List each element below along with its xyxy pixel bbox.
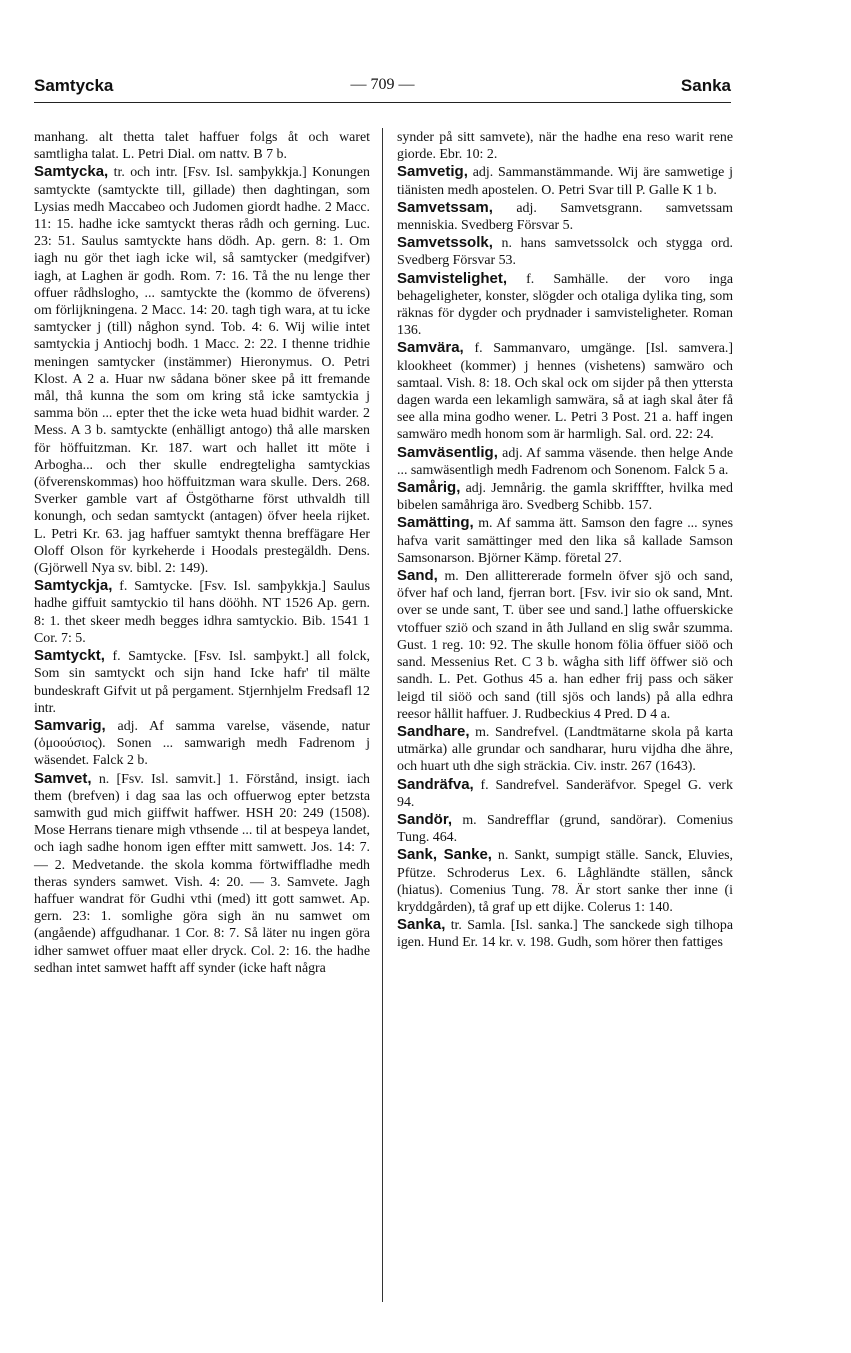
- entry-headword: Samväsentlig,: [397, 443, 498, 461]
- dictionary-entry: [34, 577, 370, 647]
- dictionary-entry: [397, 128, 733, 163]
- dictionary-entry: [397, 479, 733, 514]
- dictionary-entry: [397, 846, 733, 916]
- column-divider: [382, 128, 383, 1302]
- entry-body: m. Den allittererade formeln öfver sjö och sand, öfver haf och land, fjerran bort. [Fsv. ivir sio ok sand, Mnt. over se unde sant, T. über see und sand.] lathe offuerskicke vtoffuer sziö och szand in åth Julland en slig swår szumma. Gust. 1 reg. 10: 92. The skulle honom fölia öffuer siöö och sand. Messenius Ret. C 3 b. wågha sith liff öffwer siö och sandh. L. Pet. Gothus 45 a. han edher frij pass och säker leigd til siöö och sand (till sjös och lands) på alla edhra reesor hållit haffuer. J. Rudbeckius 4 Pred. D 4 a.: [397, 569, 733, 722]
- entry-headword: Samårig,: [397, 479, 461, 497]
- dictionary-entry: [397, 163, 733, 198]
- entry-headword: Samvarig,: [34, 716, 106, 734]
- entry-body: f. Sammanvaro, umgänge. [Isl. samvera.] klookheet (kommer) j hennes (vishetens) samwäro och samtaal. Vish. 8: 18. Och skal ock om sijder på then yttersta dagen warda een lekamligh samwära, så at iagh skal åter få see alla mina godho wener. L. Petri 3 Post. 21 a. haff ingen samwäro medh honom som är harmligh. Sal. ord. 22: 24.: [397, 341, 733, 443]
- dictionary-entry: [397, 916, 733, 951]
- dictionary-entry: [34, 647, 370, 717]
- header-rule: [34, 102, 731, 103]
- dictionary-entry: [397, 567, 733, 723]
- entry-body: tr. och intr. [Fsv. Isl. samþykkja.] Konungen samtyckte (samtyckte till, gillade) then daghtingan, som Lysias medh Maccabeo och Judomen giordt hadhe. 2 Macc. 11: 15. hadhe icke samtyckt theras rådh och gerning. Luc. 23: 51. Saulus samtyckte hans dödh. Ap. gern. 8: 1. Om iagh nu gör thet iagh icke wil, så samtycker (medgifver) iagh, at Laghen är godh. Rom. 7: 16. Tå the nu lenge ther offuer rådhslogho, ... samtyckte the (kommo de öfverens) om förlijkningena. 2 Macc. 14: 20. tagh tigh wara, at tu icke samtycker j (till) någhon synd. Tob. 4: 6. Wij wilie intet samtyckia j Antiochj bodh. 1 Macc. 2: 22. I thenne tridhie meningen samtycker (instämmer) Hieronymus. O. Petri Klost. A 2 a. Huar nw sådana böner skee på itt fremande mål, thå kunna the som om kring stå icke samtyckia j samma bön ... epter thet the icke weta huad bidhit warder. 2 Mess. A 3 b. samtyckte (enhälligt antogo) thå alle marsken för höffuitzman. Kr. 187. wart och hallet itt möte i Arbogha... och ther skulle endregteligha samtyckias (öfverenskommas) hoo höffuitzman wara skulle. Ders. 268. Sverker gamble vart af Östgötharne först uthvaldh till konungh, och sedan samtyckt (antagen) öfver heela rijket. L. Petri Kr. 63. jag haffuer samtykt thenna breffägare Her Oloff Olson för kyrkeherde i Hoodals prestegäldh. Dens. (Gjörwell Nya sv. bibl. 2: 149).: [34, 165, 370, 577]
- right-column: [397, 128, 733, 952]
- entry-body: m. Af samma ätt. Samson den fagre ... synes hafva varit samättinger med den lika så kallade Samson Samsonarson. Björner Kämp. företal 27.: [397, 516, 733, 566]
- page-header: [34, 76, 731, 100]
- dictionary-entry: [397, 234, 733, 269]
- dictionary-entry: [397, 270, 733, 340]
- entry-body: m. Sandrefflar (grund, sandörar). Comenius Tung. 464.: [397, 812, 733, 846]
- entry-headword: Sank, Sanke,: [397, 846, 492, 864]
- entry-body: f. Samtycke. [Fsv. Isl. samþykkja.] Saulus hadhe giffuit samtyckio til hans dööhh. NT 1526 Ap. gern. 8: 1. thet skeer medh begges idhra samtyckio. Bib. 1541 1 Cor. 7: 5.: [34, 579, 370, 646]
- entry-headword: Samvet,: [34, 769, 92, 787]
- dictionary-entry: [34, 770, 370, 977]
- entry-body: f. Samtycke. [Fsv. Isl. samþykt.] all folck, Som sin samtyckt och sijn hand Icke hafr' til mälte bundeskraft Gifvit ut på pergament. Stjernhjelm Fredsafl 12 intr.: [34, 649, 370, 716]
- entry-headword: Samvistelighet,: [397, 269, 508, 287]
- dictionary-entry: [397, 811, 733, 846]
- dictionary-entry: [34, 163, 370, 577]
- dictionary-entry: [397, 776, 733, 811]
- entry-headword: Samtyckt,: [34, 647, 105, 665]
- entry-body: m. Sandrefvel. (Landtmätarne skola på karta utmärka) alle grundar och sandharar, huru vijdha dhe ähre, och huart uth dhe sigh sträckia. Civ. instr. 267 (1643).: [397, 724, 733, 775]
- entry-body: adj. Sammanstämmande. Wij äre samwetige j tiänisten medh apostelen. O. Petri Svar till P. Galle K 1 b.: [397, 165, 733, 198]
- entry-body: synder på sitt samvete), när the hadhe ena reso warit rene giorde. Ebr. 10: 2.: [397, 130, 733, 163]
- dictionary-entry: [397, 199, 733, 234]
- entry-body: manhang. alt thetta talet haffuer folgs åt och waret samtligha talat. L. Petri Dial. om nattv. B 7 b.: [34, 130, 370, 163]
- entry-headword: Samvetig,: [397, 163, 468, 181]
- entry-headword: Sanka,: [397, 916, 446, 934]
- entry-body: adj. Af samma väsende. then helge Ande ... samwäsentligh medh Fadrenom och Sonenom. Falck 5 a.: [397, 445, 733, 478]
- entry-body: adj. Af samma varelse, väsende, natur (ὁμοούσιος). Sonen ... samwarigh medh Fadrenom j wäsendet. Falck 2 b.: [34, 718, 370, 769]
- entry-body: n. Sankt, sumpigt ställe. Sanck, Eluvies, Pfütze. Schroderus Lex. 6. Låghländte ställen, sånck (hiatus). Comenius Tung. 78. Är stort sanke ther inne (i kryddgården), tå graf up ett dijke. Colerus 1: 140.: [397, 848, 733, 915]
- dictionary-entry: [397, 444, 733, 479]
- entry-headword: Sandör,: [397, 810, 453, 828]
- entry-headword: Sandräfva,: [397, 775, 474, 793]
- dictionary-entry: [34, 128, 370, 163]
- entry-headword: Samvetssam,: [397, 198, 493, 216]
- page-number: — 709 —: [350, 76, 415, 93]
- left-column: [34, 128, 370, 977]
- entry-body: adj. Samvetsgrann. samvetssam menniskia. Svedberg Försvar 5.: [397, 200, 733, 234]
- header-right-guide-word: Sanka: [680, 76, 731, 95]
- entry-body: n. [Fsv. Isl. samvit.] 1. Förstånd, insigt. iach them (brefven) i dag saa las och offuerwog epter betzsta samwith gud mich giiffwit haffwer. HSH 20: 249 (1508). Mose Herrans tienare migh vthsende ... til at bespeya landet, och iagh sadhe honom igen effter mitt samwett. Jos. 14: 7. — 2. Medvetande. the skola komma förtwiffladhe medh theras synders samwet. Vish. 4: 20. — 3. Samvete. Jagh haffuer wandrat för Gudhi vthi (med) itt gott samwet. Ap. gern. 23: 1. somlighe göra sigh än nu samwet om (angående) affgudhanar. 1 Cor. 8: 7. Så läter nu ingen göra idher samwet offuer maat eller dryck. Col. 2: 16. the hadhe sedhan intet samwet hafft aff synder (icke haft några: [34, 771, 370, 976]
- dictionary-entry: [397, 514, 733, 567]
- entry-body: f. Samhälle. der voro inga behageligheter, konster, slögder och otaliga dylika ting, som räknas för dygder och prydnader i samvisteligheter. Roman 136.: [397, 271, 733, 339]
- entry-headword: Samtyckja,: [34, 577, 113, 595]
- entry-headword: Samvära,: [397, 339, 464, 357]
- entry-headword: Sand,: [397, 567, 438, 585]
- header-left-guide-word: Samtycka: [34, 76, 114, 95]
- dictionary-entry: [397, 339, 733, 443]
- entry-body: f. Sandrefvel. Sanderäfvor. Spegel G. verk 94.: [397, 777, 733, 810]
- entry-headword: Samvetssolk,: [397, 234, 493, 252]
- dictionary-entry: [397, 723, 733, 776]
- entry-body: n. hans samvetssolck och stygga ord. Svedberg Försvar 53.: [397, 236, 733, 269]
- entry-headword: Sandhare,: [397, 722, 470, 740]
- entry-headword: Samätting,: [397, 514, 474, 532]
- entry-body: tr. Samla. [Isl. sanka.] The sanckede sigh tilhopa igen. Hund Er. 14 kr. v. 198. Gudh, som hörer then fattiges: [397, 918, 733, 951]
- entry-body: adj. Jemnårig. the gamla skrifffter, hvilka med bibelen samåhriga äro. Svedberg Schibb. 157.: [397, 481, 733, 514]
- entry-headword: Samtycka,: [34, 163, 109, 181]
- dictionary-entry: [34, 717, 370, 770]
